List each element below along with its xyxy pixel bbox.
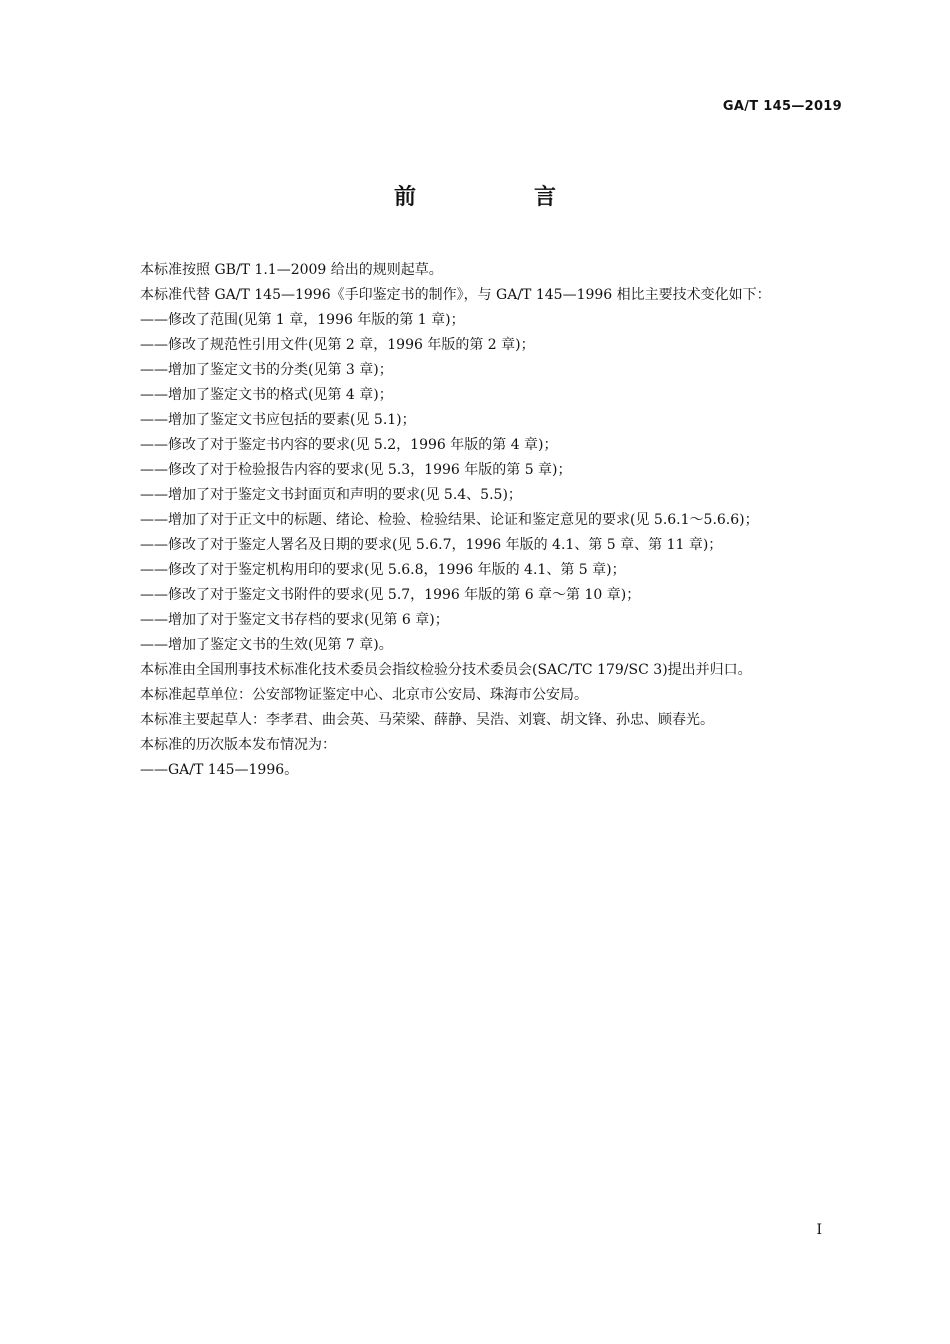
list-item: ——增加了鉴定文书应包括的要素(见 5.1)； — [140, 412, 416, 428]
list-item: ——增加了对于正文中的标题、绪论、检验、检验结果、论证和鉴定意见的要求(见 5.6.1～5.6.6)； — [140, 512, 759, 528]
list-item: ——修改了对于鉴定机构用印的要求(见 5.6.8，1996 年版的 4.1、第 5 章)； — [140, 562, 626, 578]
list-item: ——修改了规范性引用文件(见第 2 章，1996 年版的第 2 章)； — [140, 337, 535, 353]
list-item: ——GA/T 145—1996。 — [140, 762, 299, 778]
paragraph-proposer: 本标准由全国刑事技术标准化技术委员会指纹检验分技术委员会(SAC/TC 179/SC 3)提出并归口。 — [140, 662, 752, 678]
history-list — [108, 758, 844, 783]
page-number: I — [816, 1222, 822, 1238]
list-item: ——修改了对于鉴定书内容的要求(见 5.2，1996 年版的第 4 章)； — [140, 437, 558, 453]
list-item: ——修改了对于鉴定文书附件的要求(见 5.7，1996 年版的第 6 章～第 10 章)； — [140, 587, 641, 603]
paragraph-drafting-units: 本标准起草单位：公安部物证鉴定中心、北京市公安局、珠海市公安局。 — [140, 687, 588, 703]
paragraph-replacement: 本标准代替 GA/T 145—1996《手印鉴定书的制作》，与 GA/T 145—1996 相比主要技术变化如下： — [140, 287, 771, 303]
list-item: ——增加了鉴定文书的格式(见第 4 章)； — [140, 387, 393, 403]
list-item: ——增加了鉴定文书的生效(见第 7 章)。 — [140, 637, 393, 653]
list-item: ——修改了对于鉴定人署名及日期的要求(见 5.6.7，1996 年版的 4.1、第 5 章、第 11 章)； — [140, 537, 723, 553]
paragraph-drafters: 本标准主要起草人：李孝君、曲会英、马荣梁、薛静、吴浩、刘寰、胡文锋、孙忠、顾春光。 — [140, 712, 714, 728]
list-item: ——增加了对于鉴定文书封面页和声明的要求(见 5.4、5.5)； — [140, 487, 522, 503]
list-item: ——修改了对于检验报告内容的要求(见 5.3，1996 年版的第 5 章)； — [140, 462, 572, 478]
foreword-content — [108, 258, 844, 783]
document-code: GA/T 145—2019 — [722, 99, 842, 114]
list-item: ——修改了范围(见第 1 章，1996 年版的第 1 章)； — [140, 312, 465, 328]
page-title: 前 言 — [393, 185, 604, 210]
paragraph-drafting-rules: 本标准按照 GB/T 1.1—2009 给出的规则起草。 — [140, 262, 443, 278]
paragraph-history-intro: 本标准的历次版本发布情况为： — [140, 737, 336, 753]
changes-list — [108, 308, 844, 658]
list-item: ——增加了鉴定文书的分类(见第 3 章)； — [140, 362, 393, 378]
list-item: ——增加了对于鉴定文书存档的要求(见第 6 章)； — [140, 612, 449, 628]
